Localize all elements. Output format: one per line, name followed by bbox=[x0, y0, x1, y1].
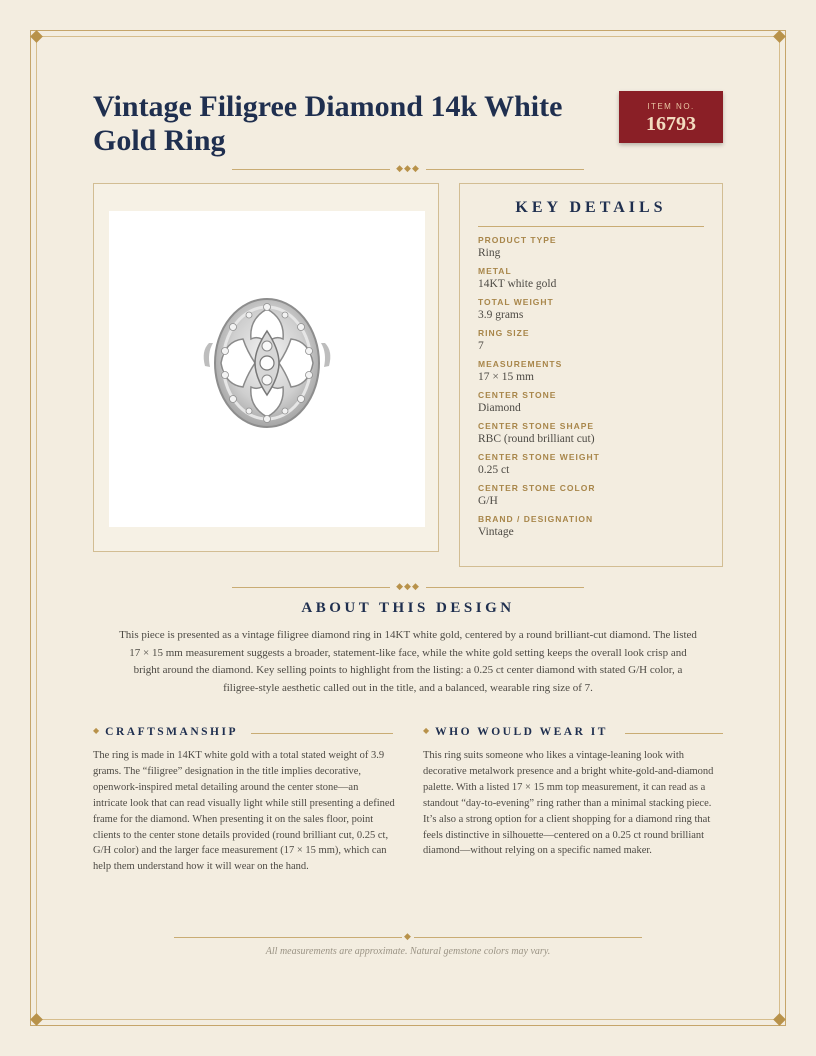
wearer-heading bbox=[423, 726, 723, 740]
detail-value: 3.9 grams bbox=[478, 309, 524, 321]
detail-value: Vintage bbox=[478, 526, 514, 538]
detail-label: TOTAL WEIGHT bbox=[478, 297, 554, 307]
about-text: This piece is presented as a vintage filigree diamond ring in 14KT white gold, centered by a round brilliant-cut diamond. The listed 17 × 15 mm measurement suggests a broader, statement-like face, while the white gold setting keeps the overall look crisp and bright around the diamond. Key selling points to highlight from the listing: a 0.25 ct center diamond with stated G/H color, a filigree-style aesthetic called out in the title, and a balanced, wearable ring size of 7. bbox=[119, 629, 697, 694]
detail-label: CENTER STONE bbox=[478, 390, 557, 400]
detail-value: G/H bbox=[478, 495, 498, 507]
footer-ornament bbox=[174, 932, 642, 942]
diamond-dot-icon: ◆ bbox=[404, 932, 412, 942]
item-number-badge bbox=[619, 91, 723, 143]
detail-value: 0.25 ct bbox=[478, 464, 510, 476]
detail-label: METAL bbox=[478, 266, 512, 276]
product-image[interactable] bbox=[109, 211, 425, 527]
diamond-dots-icon: ◆◆◆ bbox=[396, 582, 420, 592]
craftsmanship-heading bbox=[93, 726, 393, 740]
divider bbox=[251, 733, 393, 734]
detail-value: 17 × 15 mm bbox=[478, 371, 535, 383]
detail-label: PRODUCT TYPE bbox=[478, 235, 557, 245]
divider bbox=[478, 226, 704, 227]
detail-value: 7 bbox=[478, 340, 484, 352]
detail-value: Ring bbox=[478, 247, 501, 259]
wearer-text: This ring suits someone who likes a vintage-leaning look with decorative metalwork presence and a bright white-gold-and-diamond palette. With a listed 17 × 15 mm top measurement, it can read as a standout “day-to-evening” ring rather than a minimal stacking piece. It’s also a strong option for a client shopping for a diamond ring that feels distinctive in silhouette—centered on a 0.25 ct round brilliant diamond—without relying on a specific named maker. bbox=[423, 750, 714, 857]
detail-label: MEASUREMENTS bbox=[478, 359, 563, 369]
footer-note: All measurements are approximate. Natural gemstone colors may vary. bbox=[265, 946, 551, 957]
detail-label: BRAND / DESIGNATION bbox=[478, 514, 594, 524]
title-ornament bbox=[232, 164, 584, 174]
detail-value: Diamond bbox=[478, 402, 521, 414]
key-details-heading: KEY DETAILS bbox=[515, 199, 667, 216]
wearer-heading-text: WHO WOULD WEAR IT bbox=[435, 726, 608, 738]
detail-label: CENTER STONE SHAPE bbox=[478, 421, 595, 431]
filigree-ring-image bbox=[109, 211, 425, 527]
craftsmanship-heading-text: CRAFTSMANSHIP bbox=[105, 726, 238, 738]
details-list bbox=[478, 235, 722, 540]
diamond-bullet-icon: ◆ bbox=[423, 726, 430, 735]
detail-label: CENTER STONE WEIGHT bbox=[478, 452, 600, 462]
craftsmanship-text: The ring is made in 14KT white gold with a total stated weight of 3.9 grams. The “filigree” designation in the title implies decorative, openwork-inspired metal detailing around the center stone—an intricate look that can read visually light while still presenting a defined frame for the diamond. When presenting it on the sales floor, point clients to the center stone details provided (round brilliant cut, 0.25 ct, G/H color) and the larger face measurement (17 × 15 mm), which can help them understand how it will wear on the hand. bbox=[93, 750, 395, 873]
detail-label: CENTER STONE COLOR bbox=[478, 483, 596, 493]
key-details-panel bbox=[459, 183, 723, 567]
section-ornament bbox=[232, 582, 584, 592]
detail-value: 14KT white gold bbox=[478, 278, 557, 290]
product-image-frame bbox=[93, 183, 439, 552]
diamond-dots-icon: ◆◆◆ bbox=[396, 164, 420, 174]
product-title: Vintage Filigree Diamond 14k White Gold Ring bbox=[93, 90, 563, 157]
about-heading: ABOUT THIS DESIGN bbox=[301, 600, 515, 616]
diamond-bullet-icon: ◆ bbox=[93, 726, 100, 735]
detail-label: RING SIZE bbox=[478, 328, 530, 338]
item-number-label: ITEM NO. bbox=[647, 102, 695, 111]
divider bbox=[625, 733, 723, 734]
detail-value: RBC (round brilliant cut) bbox=[478, 433, 595, 445]
item-number-value: 16793 bbox=[646, 113, 696, 135]
